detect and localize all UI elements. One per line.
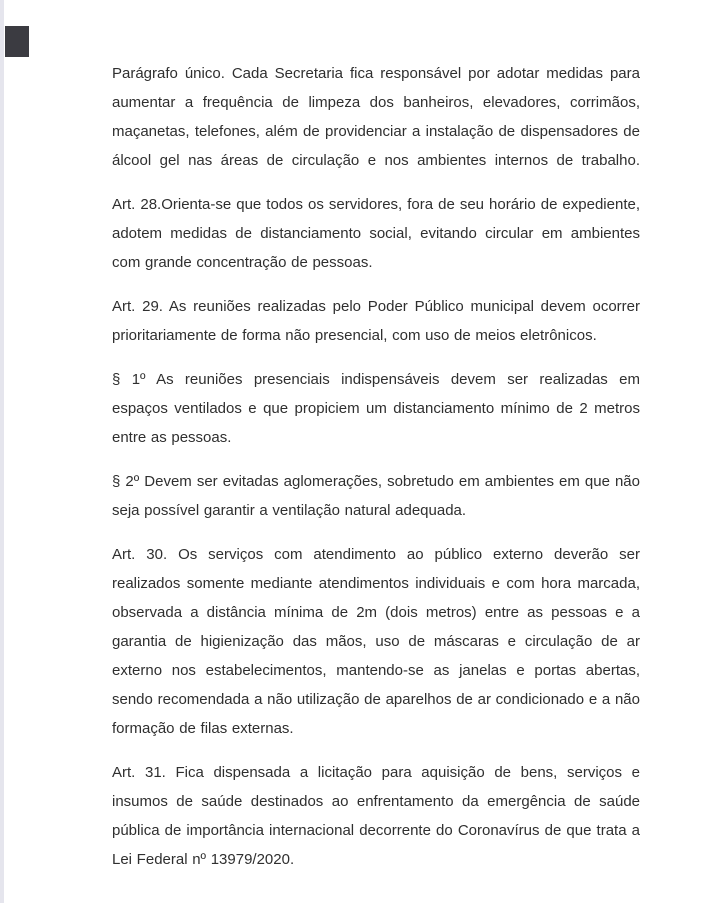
document-content: [112, 59, 640, 889]
paragraph-art-30: Art. 30. Os serviços com atendimento ao público externo deverão ser realizados somente mediante atendimentos individuais e com hora marcada, observada a distância mínima de 2m (dois metros) entre as pessoas e a garantia de higienização das mãos, uso de máscaras e circulação de ar externo nos estabelecimentos, mantendo-se as janelas e portas abertas, sendo recomendada a não utilização de aparelhos de ar condicionado e a não formação de filas externas.: [112, 546, 640, 737]
page-corner-mark: [5, 26, 29, 57]
paragraph-art-28: Art. 28.Orienta-se que todos os servidores, fora de seu horário de expediente, adotem medidas de distanciamento social, evitando circular em ambientes com grande concentração de pessoas.: [112, 196, 640, 271]
page-edge-strip: [0, 0, 4, 903]
paragraph-art-29: Art. 29. As reuniões realizadas pelo Poder Público municipal devem ocorrer prioritariamente de forma não presencial, com uso de meios eletrônicos.: [112, 298, 640, 344]
paragraph-art-31: Art. 31. Fica dispensada a licitação para aquisição de bens, serviços e insumos de saúde destinados ao enfrentamento da emergência de saúde pública de importância internacional decorrente do Coronavírus de que trata a Lei Federal nº 13979/2020.: [112, 764, 640, 868]
paragraph-section-2: § 2º Devem ser evitadas aglomerações, sobretudo em ambientes em que não seja possível garantir a ventilação natural adequada.: [112, 473, 640, 519]
paragraph-section-1: § 1º As reuniões presenciais indispensáveis devem ser realizadas em espaços ventilados e que propiciem um distanciamento mínimo de 2 metros entre as pessoas.: [112, 371, 640, 446]
paragraph-paragrafo-unico: Parágrafo único. Cada Secretaria fica responsável por adotar medidas para aumentar a frequência de limpeza dos banheiros, elevadores, corrimãos, maçanetas, telefones, além de providenciar a instalação de dispensadores de álcool gel nas áreas de circulação e nos ambientes internos de trabalho.: [112, 65, 640, 169]
